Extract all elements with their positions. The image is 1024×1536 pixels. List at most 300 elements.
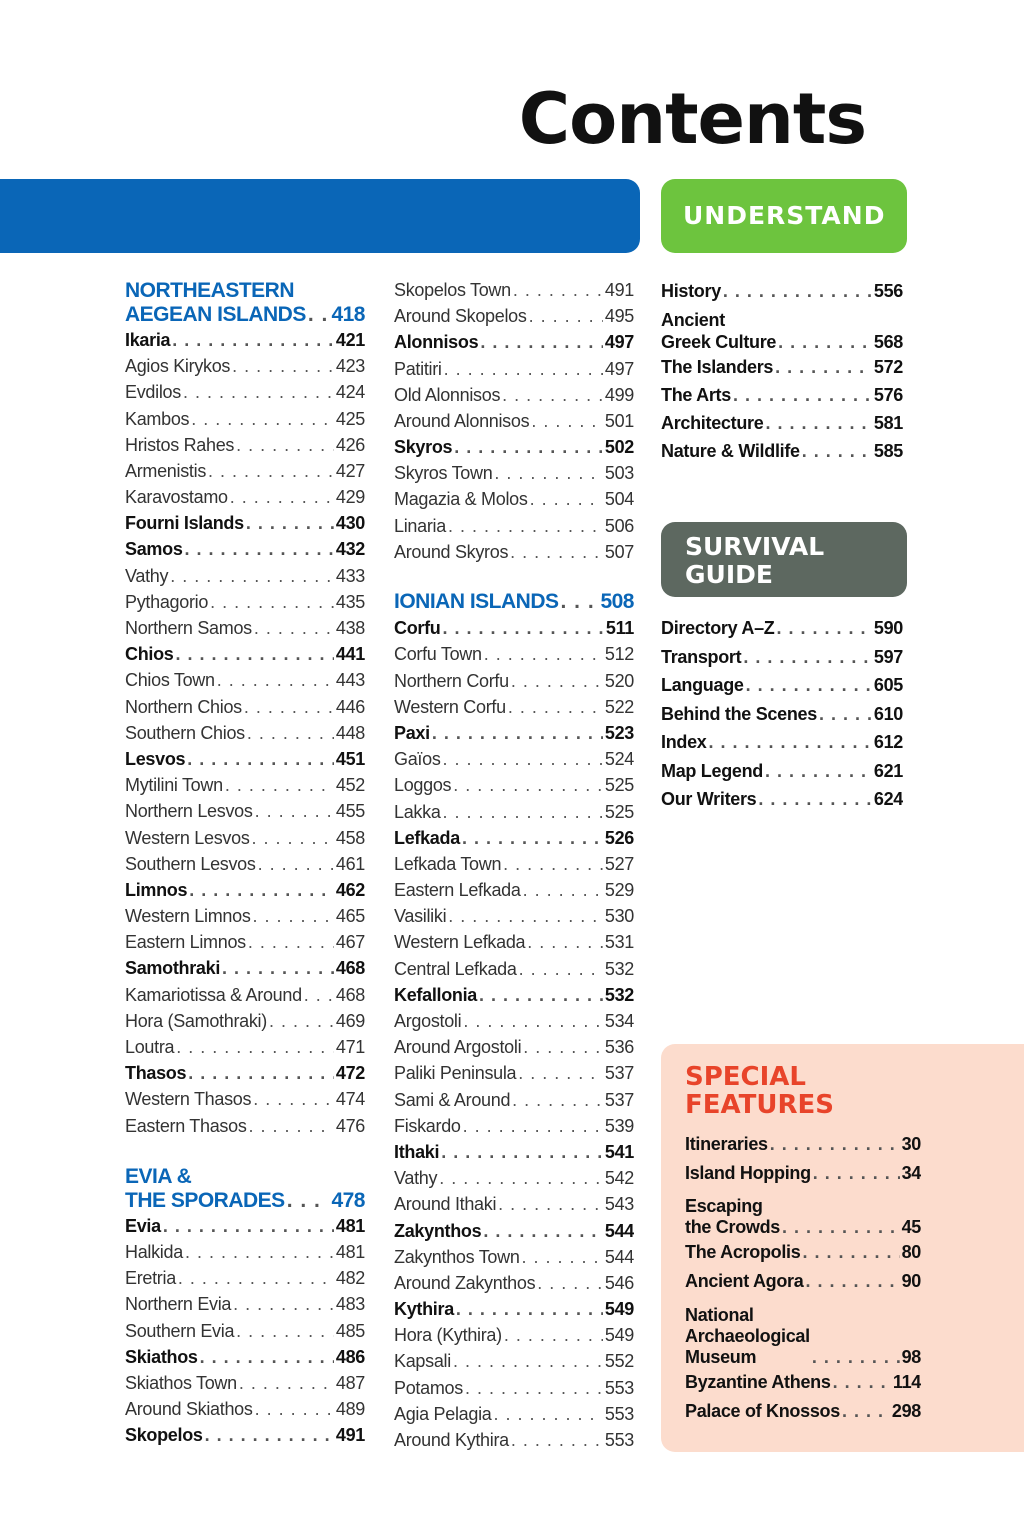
toc-page-number: 491 (604, 279, 634, 300)
toc-page-number: 585 (873, 441, 903, 461)
toc-page-number: 467 (335, 932, 365, 953)
toc-entry-label (125, 641, 174, 667)
dot-leader (494, 460, 602, 486)
toc-entry[interactable] (394, 851, 634, 877)
toc-entry[interactable] (125, 1213, 365, 1239)
toc-entry-label-text: Patitiri (394, 358, 442, 379)
toc-entry[interactable] (125, 877, 365, 903)
toc-entry[interactable] (394, 1060, 634, 1086)
toc-entry-label (394, 877, 521, 903)
toc-entry-label-text: Chios (125, 644, 174, 665)
toc-entry-label-text: Lefkada (394, 827, 460, 848)
toc-entry-label-text: AEGEAN ISLANDS (125, 303, 306, 326)
toc-entry-label (394, 1191, 496, 1217)
toc-entry[interactable] (125, 563, 365, 589)
toc-page-number: 433 (335, 565, 365, 586)
dot-leader (176, 641, 334, 667)
toc-entry-label-text: Alonnisos (394, 332, 479, 353)
toc-entry-label (394, 487, 528, 513)
dot-leader (258, 851, 334, 877)
dot-leader (188, 1060, 334, 1086)
toc-entry[interactable] (394, 434, 634, 460)
dot-leader (308, 303, 330, 327)
toc-entry[interactable] (125, 379, 365, 405)
dot-leader (765, 409, 871, 437)
toc-entry-label-text: Southern Lesvos (125, 853, 256, 874)
toc-page-number: 476 (335, 1115, 365, 1136)
toc-entry[interactable] (394, 277, 634, 303)
toc-entry[interactable] (394, 356, 634, 382)
toc-entry-label-text: Evia (125, 1215, 161, 1236)
toc-entry[interactable] (125, 851, 365, 877)
toc-entry[interactable] (394, 956, 634, 982)
dot-leader (432, 720, 603, 746)
toc-page-number: 508 (600, 590, 634, 614)
toc-column-2 (394, 277, 634, 1453)
toc-section-heading[interactable] (394, 589, 634, 615)
toc-entry[interactable] (125, 667, 365, 693)
dot-leader (178, 1265, 334, 1291)
toc-entry[interactable] (125, 1239, 365, 1265)
toc-entry-label (125, 1396, 253, 1422)
toc-entry-label-text: Eastern Lefkada (394, 880, 521, 901)
header-bar (0, 179, 640, 253)
toc-entry-label (125, 825, 250, 851)
toc-entry[interactable] (125, 327, 365, 353)
toc-page-number: 529 (604, 880, 634, 901)
toc-entry[interactable] (394, 982, 634, 1008)
toc-entry[interactable] (394, 329, 634, 355)
toc-entry-label (125, 772, 223, 798)
toc-entry[interactable] (125, 1265, 365, 1291)
toc-entry[interactable] (685, 1397, 921, 1426)
toc-entry-label (394, 382, 500, 408)
toc-section-heading[interactable] (125, 1163, 365, 1213)
toc-entry-label-text: Skiathos Town (125, 1372, 237, 1393)
toc-entry-label (125, 956, 220, 982)
toc-entry[interactable] (125, 1370, 365, 1396)
toc-page-number: 451 (335, 748, 365, 769)
toc-entry[interactable] (394, 1034, 634, 1060)
dot-leader (163, 1213, 334, 1239)
toc-page-number: 481 (335, 1241, 365, 1262)
dot-leader (187, 746, 334, 772)
toc-page-number: 536 (604, 1037, 634, 1058)
dot-leader (255, 1396, 334, 1422)
toc-entry[interactable] (125, 798, 365, 824)
toc-entry[interactable] (661, 671, 903, 700)
toc-entry-label-text: IONIAN ISLANDS (394, 590, 559, 614)
toc-entry[interactable] (394, 1218, 634, 1244)
dot-leader (170, 563, 334, 589)
toc-entry-label (125, 1344, 198, 1370)
toc-entry[interactable] (125, 825, 365, 851)
toc-entry[interactable] (125, 1034, 365, 1060)
toc-page-number: 553 (604, 1403, 634, 1424)
toc-entry[interactable] (394, 694, 634, 720)
toc-entry-label-text: Around Argostoli (394, 1037, 522, 1058)
toc-entry-label (125, 510, 244, 536)
toc-entry[interactable] (394, 460, 634, 486)
understand-tab (661, 179, 907, 253)
toc-entry-label (125, 537, 183, 563)
toc-page-number: 581 (873, 413, 903, 433)
toc-page-number: 468 (335, 984, 365, 1005)
toc-entry-label-text: Western Lefkada (394, 932, 526, 953)
dot-leader (765, 757, 872, 786)
toc-entry-label-text: History (661, 281, 721, 301)
toc-entry-label (661, 671, 744, 700)
toc-entry[interactable] (394, 930, 634, 956)
dot-leader (522, 1244, 603, 1270)
toc-entry-label (394, 460, 492, 486)
toc-entry-label-text: Samos (125, 539, 183, 560)
toc-entry[interactable] (394, 539, 634, 565)
toc-entry[interactable] (125, 1422, 365, 1448)
toc-entry-label (125, 1239, 183, 1265)
dot-leader (802, 1238, 899, 1267)
toc-entry[interactable] (125, 746, 365, 772)
toc-page-number: 458 (335, 827, 365, 848)
toc-entry-label (394, 641, 482, 667)
toc-entry-label-text: Skyros (394, 437, 453, 458)
dot-leader (456, 1296, 603, 1322)
toc-entry[interactable] (685, 1159, 921, 1188)
toc-entry[interactable] (394, 1139, 634, 1165)
toc-page-number: 497 (604, 358, 634, 379)
toc-entry[interactable] (685, 1368, 921, 1397)
toc-page-number: 469 (335, 1010, 365, 1031)
toc-page-number: 549 (604, 1325, 634, 1346)
toc-entry[interactable] (685, 1130, 921, 1159)
toc-entry-label (661, 614, 774, 643)
toc-entry-label-text: Loggos (394, 775, 452, 796)
toc-entry[interactable] (125, 589, 365, 615)
dot-leader (248, 929, 334, 955)
toc-entry-label (394, 1401, 491, 1427)
toc-entry-label (125, 589, 208, 615)
toc-entry-label (125, 1291, 231, 1317)
toc-entry[interactable] (394, 1270, 634, 1296)
toc-entry[interactable] (661, 757, 903, 786)
toc-entry[interactable] (661, 305, 903, 353)
toc-entry-label (125, 982, 302, 1008)
dot-leader (508, 694, 603, 720)
dot-leader (743, 643, 872, 672)
toc-page-number: 590 (873, 618, 903, 638)
toc-entry[interactable] (661, 409, 903, 437)
dot-leader (480, 329, 603, 355)
toc-entry[interactable] (394, 1165, 634, 1191)
toc-entry[interactable] (125, 1291, 365, 1317)
toc-section-heading[interactable] (125, 277, 365, 327)
toc-entry-label (394, 408, 529, 434)
toc-entry[interactable] (661, 785, 903, 814)
toc-page-number: 621 (873, 760, 903, 781)
toc-entry-label (394, 772, 451, 798)
toc-page-number: 114 (892, 1372, 921, 1392)
toc-entry[interactable] (661, 353, 903, 381)
toc-page-number: 478 (331, 1188, 365, 1212)
toc-page-number: 539 (604, 1115, 634, 1136)
toc-entry-label (125, 458, 206, 484)
toc-page-number: 549 (604, 1299, 634, 1320)
toc-page-number: 544 (604, 1220, 634, 1241)
toc-entry[interactable] (394, 408, 634, 434)
toc-entry[interactable] (394, 903, 634, 929)
toc-entry[interactable] (125, 641, 365, 667)
toc-page-number: 525 (604, 775, 634, 796)
toc-entry-label-text: Agia Pelagia (394, 1403, 492, 1424)
toc-entry[interactable] (125, 432, 365, 458)
dot-leader (527, 930, 603, 956)
toc-entry-label (394, 956, 517, 982)
toc-entry[interactable] (125, 1060, 365, 1086)
toc-entry[interactable] (394, 382, 634, 408)
toc-entry[interactable] (125, 694, 365, 720)
toc-entry-label (661, 728, 707, 757)
dot-leader (812, 1347, 900, 1368)
toc-entry[interactable] (125, 982, 365, 1008)
dot-leader (185, 537, 334, 563)
toc-entry[interactable] (394, 1113, 634, 1139)
toc-entry-label-text: Fourni Islands (125, 513, 244, 534)
toc-entry[interactable] (125, 929, 365, 955)
toc-entry-label (394, 825, 460, 851)
toc-entry[interactable] (394, 615, 634, 641)
dot-leader (453, 772, 603, 798)
toc-entry[interactable] (125, 1396, 365, 1422)
toc-entry[interactable] (125, 353, 365, 379)
toc-page-number: 80 (901, 1242, 921, 1262)
toc-entry[interactable] (125, 510, 365, 536)
toc-page-number: 487 (335, 1372, 365, 1393)
toc-entry-label-text: Hristos Rahes (125, 434, 235, 455)
toc-entry[interactable] (394, 799, 634, 825)
dot-leader (183, 379, 334, 405)
toc-entry[interactable] (125, 537, 365, 563)
toc-entry-label (394, 356, 442, 382)
dot-leader (176, 1034, 334, 1060)
toc-entry[interactable] (394, 1349, 634, 1375)
toc-entry[interactable] (685, 1188, 921, 1238)
toc-page-number: 499 (604, 384, 634, 405)
toc-entry[interactable] (394, 1427, 634, 1453)
toc-entry[interactable] (394, 1087, 634, 1113)
toc-entry[interactable] (394, 1322, 634, 1348)
toc-entry[interactable] (394, 668, 634, 694)
toc-entry-label (661, 353, 773, 381)
toc-entry[interactable] (661, 437, 903, 465)
toc-page-number: 546 (604, 1272, 634, 1293)
toc-page-number: 98 (901, 1347, 921, 1367)
page-title: Contents (518, 78, 866, 160)
dot-leader (443, 799, 603, 825)
toc-entry[interactable] (394, 1375, 634, 1401)
toc-entry-label (125, 929, 246, 955)
toc-entry-label-text: Ikaria (125, 329, 171, 350)
toc-entry[interactable] (125, 956, 365, 982)
toc-page-number: 506 (604, 515, 634, 536)
toc-entry[interactable] (125, 615, 365, 641)
toc-page-number: 544 (604, 1246, 634, 1267)
toc-entry-label-text: The Arts (661, 385, 731, 405)
toc-page-number: 483 (335, 1294, 365, 1315)
toc-entry-label-text: Skopelos Town (394, 279, 511, 300)
toc-entry[interactable] (394, 825, 634, 851)
toc-entry[interactable] (125, 1086, 365, 1112)
dot-leader (519, 956, 603, 982)
toc-entry-label (125, 694, 242, 720)
toc-entry-label-text: Eastern Limnos (125, 932, 246, 953)
toc-page-number: 489 (335, 1399, 365, 1420)
toc-entry[interactable] (661, 381, 903, 409)
dot-leader (304, 982, 334, 1008)
toc-entry[interactable] (125, 1344, 365, 1370)
dot-leader (776, 614, 871, 643)
toc-page-number: 486 (335, 1346, 365, 1367)
toc-page-number: 430 (335, 513, 365, 534)
dot-leader (185, 1239, 334, 1265)
toc-entry-label-text: Fiskardo (394, 1115, 461, 1136)
toc-entry[interactable] (394, 641, 634, 667)
toc-entry-label (661, 757, 763, 786)
toc-entry[interactable] (394, 1191, 634, 1217)
toc-entry-label-text: Around Zakynthos (394, 1272, 536, 1293)
toc-entry[interactable] (661, 728, 903, 757)
toc-entry-label (125, 432, 234, 458)
dot-leader (217, 667, 334, 693)
toc-entry[interactable] (125, 1008, 365, 1034)
toc-entry[interactable] (394, 1244, 634, 1270)
toc-entry-label-text: Around Alonnisos (394, 410, 530, 431)
toc-entry-label (394, 1349, 451, 1375)
survival-heading-line2: GUIDE (685, 560, 773, 589)
toc-entry-label-text: Kythira (394, 1299, 454, 1320)
toc-entry-label-text: Mytilini Town (125, 775, 223, 796)
toc-entry[interactable] (661, 700, 903, 729)
toc-entry[interactable] (661, 643, 903, 672)
toc-entry[interactable] (125, 772, 365, 798)
dot-leader (443, 746, 603, 772)
toc-entry-label (394, 1322, 502, 1348)
toc-page-number: 421 (335, 329, 365, 350)
toc-page-number: 541 (604, 1141, 634, 1162)
toc-entry-label-text: Language (661, 675, 744, 695)
toc-entry[interactable] (125, 903, 365, 929)
toc-entry[interactable] (125, 1318, 365, 1344)
toc-entry[interactable] (394, 772, 634, 798)
special-heading-line1: SPECIAL (685, 1062, 806, 1092)
toc-page-number: 468 (335, 958, 365, 979)
toc-entry[interactable] (394, 303, 634, 329)
special-features-list (685, 1130, 921, 1426)
toc-entry[interactable] (125, 720, 365, 746)
toc-entry[interactable] (125, 458, 365, 484)
toc-entry-label-text: Northern Chios (125, 696, 242, 717)
toc-entry-label-text: Corfu Town (394, 644, 482, 665)
toc-entry-label (394, 668, 509, 694)
dot-leader (210, 589, 334, 615)
toc-page-number: 501 (604, 410, 634, 431)
dot-leader (465, 1375, 603, 1401)
toc-entry-label (125, 1370, 237, 1396)
toc-entry-label (125, 1113, 247, 1139)
toc-page-number: 531 (604, 932, 634, 953)
toc-entry-label-text: Eastern Thasos (125, 1115, 247, 1136)
toc-page-number: 45 (901, 1217, 921, 1237)
toc-entry[interactable] (394, 1296, 634, 1322)
toc-entry[interactable] (394, 746, 634, 772)
toc-entry[interactable] (125, 1113, 365, 1139)
toc-entry-label (394, 1113, 461, 1139)
dot-leader (255, 798, 334, 824)
toc-page-number: 426 (335, 434, 365, 455)
toc-entry[interactable] (394, 1401, 634, 1427)
toc-entry-label (125, 1265, 176, 1291)
toc-page-number: 552 (604, 1351, 634, 1372)
understand-heading: UNDERSTAND (683, 201, 886, 230)
toc-page-number: 526 (604, 827, 634, 848)
toc-entry[interactable] (394, 487, 634, 513)
toc-entry-label (125, 379, 181, 405)
toc-entry-label (661, 643, 741, 672)
toc-page-number: 576 (873, 385, 903, 405)
toc-entry-label (394, 903, 446, 929)
toc-entry[interactable] (685, 1238, 921, 1267)
toc-entry-label-text: Palace of Knossos (685, 1401, 840, 1421)
toc-entry[interactable] (394, 1008, 634, 1034)
toc-entry[interactable] (394, 720, 634, 746)
toc-entry[interactable] (685, 1267, 921, 1296)
toc-page-number: 424 (335, 382, 365, 403)
toc-page-number: 527 (604, 853, 634, 874)
toc-entry[interactable] (125, 484, 365, 510)
toc-entry-label (661, 381, 731, 409)
toc-entry-label (661, 437, 800, 465)
toc-entry-label (394, 851, 501, 877)
toc-page-number: 537 (604, 1089, 634, 1110)
toc-entry-label-text: Paxi (394, 722, 430, 743)
toc-entry[interactable] (125, 406, 365, 432)
toc-page-number: 532 (604, 984, 634, 1005)
dot-leader (498, 1191, 603, 1217)
toc-entry-label (394, 1087, 510, 1113)
toc-entry[interactable] (661, 277, 903, 305)
toc-entry-label-text: Northern Corfu (394, 670, 509, 691)
toc-entry-label (394, 1270, 535, 1296)
toc-page-number: 452 (335, 775, 365, 796)
toc-entry-label (394, 1218, 481, 1244)
dot-leader (287, 1189, 330, 1213)
toc-entry-label-line: National (685, 1305, 754, 1325)
toc-page-number: 418 (331, 303, 365, 326)
dot-leader (200, 1344, 334, 1370)
dot-leader (244, 694, 334, 720)
toc-entry[interactable] (394, 877, 634, 903)
toc-entry-label-line: Ancient (661, 310, 725, 330)
toc-entry-label (394, 589, 559, 615)
dot-leader (463, 1113, 603, 1139)
toc-page-number: 507 (604, 541, 634, 562)
toc-entry-label (125, 1213, 161, 1239)
toc-entry[interactable] (394, 513, 634, 539)
toc-entry-label-text: Paliki Peninsula (394, 1063, 517, 1084)
toc-page-number: 572 (873, 357, 903, 377)
toc-entry[interactable] (661, 614, 903, 643)
toc-entry[interactable] (685, 1296, 921, 1368)
dot-leader (813, 1159, 900, 1188)
